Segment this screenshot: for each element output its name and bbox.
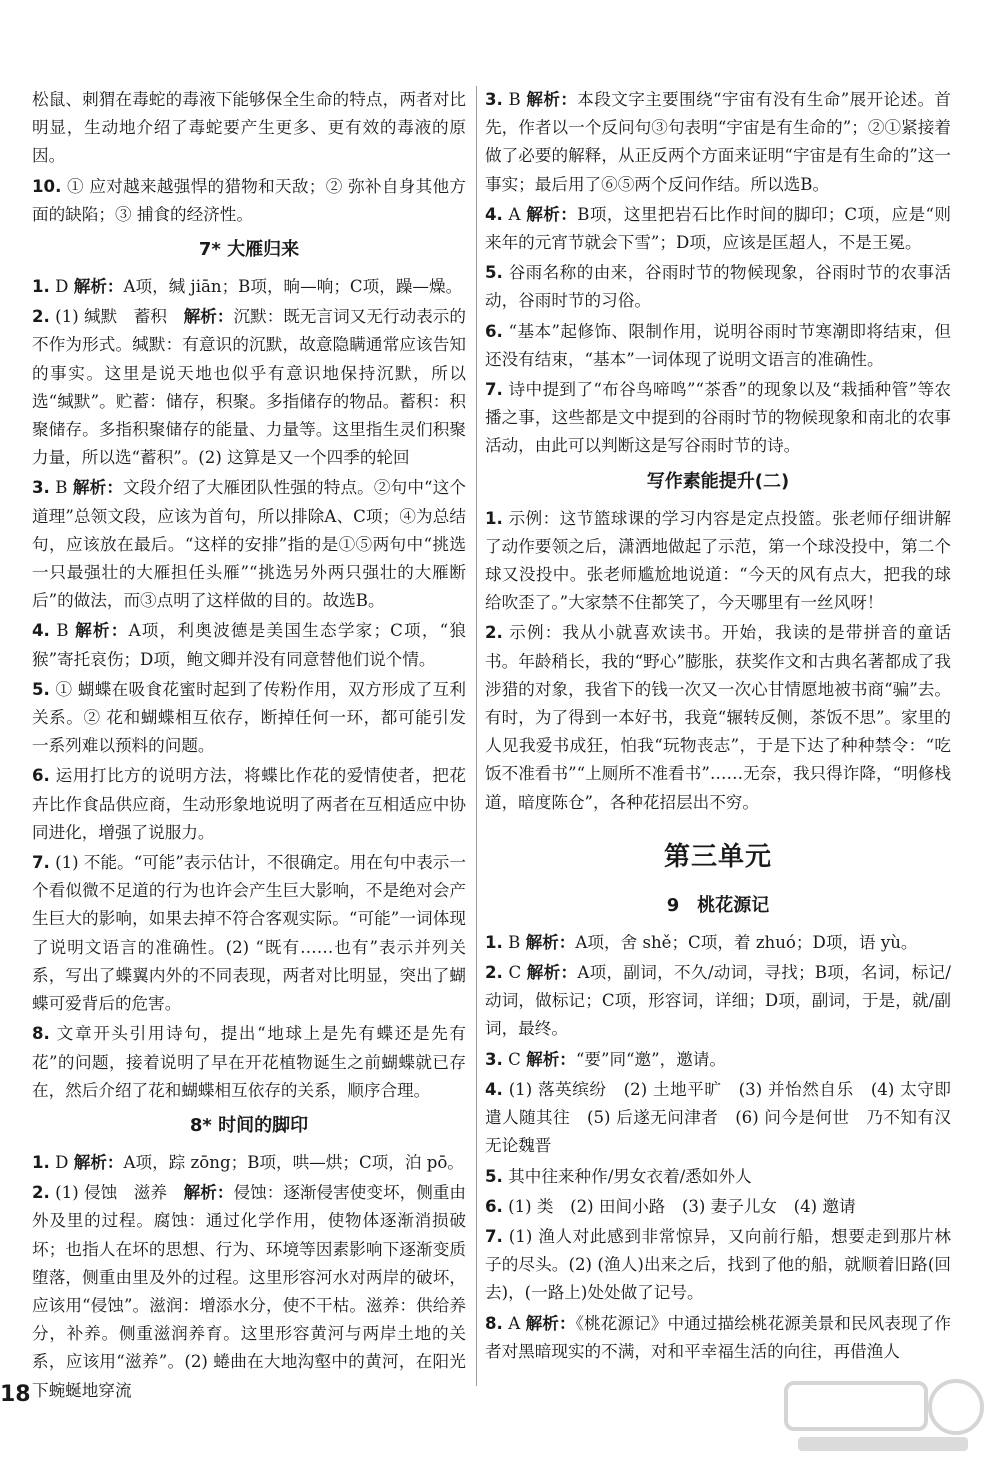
page-number: 18 <box>0 1382 31 1407</box>
answer-paragraph <box>485 201 951 257</box>
question-number: 2. <box>485 963 503 983</box>
answer-text: 文章开头引用诗句，提出“地球上是先有蝶还是先有花”的问题，接着说明了早在开花植物诞生之前蝴蝶就已存在，然后介绍了花和蝴蝶相互依存的关系，顺序合理。 <box>32 1024 467 1100</box>
watermark-url-bar <box>798 1437 968 1451</box>
answer-paragraph <box>485 1223 951 1308</box>
answer-text: ① 应对越来越强悍的猎物和天敌；② 弥补自身其他方面的缺陷；③ 捕食的经济性。 <box>32 176 466 224</box>
question-number: 7. <box>32 853 50 873</box>
analysis-label: 解析： <box>75 621 129 641</box>
watermark-logo <box>778 1373 988 1459</box>
answer-text: 本段文字主要围绕“宇宙有没有生命”展开论述。首先，作者以一个反问句③句表明“宇宙是有生命的”；②①紧接着做了必要的解释，从正反两个方面来证明“宇宙是有生命的”这一事实；最后用了⑥⑤两个反问作结。所以选B。 <box>485 90 952 194</box>
question-number: 5. <box>485 1166 503 1186</box>
section-heading: 9 桃花源记 <box>666 894 770 916</box>
answer-choice: D <box>55 1152 74 1172</box>
answer-paragraph <box>32 1179 466 1405</box>
analysis-label: 解析： <box>526 204 578 224</box>
answer-text: ① 蝴蝶在吸食花蜜时起到了传粉作用，双方形成了互利关系。② 花和蝴蝶相互依存，断掉任何一环，都可能引发一系列难以预料的问题。 <box>32 679 466 756</box>
answer-text: (1) 渔人对此感到非常惊异，又向前行船，想要走到那片林子的尽头。(2) (渔人)出来之后，找到了他的船，就顺着旧路(回去)，(一路上)处处做了记号。 <box>485 1226 952 1303</box>
question-number: 8. <box>485 1313 503 1333</box>
answer-text: A项，缄 jiān；B项，晌—响；C项，躁—燥。 <box>123 277 463 297</box>
answer-paragraph <box>32 1020 466 1105</box>
answer-paragraph <box>485 318 951 374</box>
question-number: 3. <box>485 90 503 109</box>
answer-paragraph <box>485 86 951 199</box>
answer-text: (1) 不能。“可能”表示估计，不很确定。用在句中表示一个看似微不足道的行为也许会产生巨大影响，不是绝对会产生巨大的影响，如果去掉不符合客观实际。“可能”一词体现了说明文语言的准确性。(2) “既有……也有”表示并列关系，写出了蝶翼内外的不同表现，两者对比明显，突出了蝴蝶可爱背后的危害。 <box>32 853 466 1014</box>
answer-paragraph <box>32 273 466 301</box>
analysis-label: 解析： <box>525 932 576 952</box>
question-number: 7. <box>485 1226 503 1246</box>
section-heading: 8* 时间的脚印 <box>189 1114 309 1136</box>
answer-choice: B <box>508 90 527 109</box>
answer-paragraph <box>485 929 951 957</box>
answer-paragraph <box>32 849 466 1018</box>
section-heading: 写作素能提升(二) <box>646 470 790 492</box>
analysis-label: 解析： <box>183 307 234 327</box>
answer-paragraph <box>32 1149 466 1177</box>
column-divider <box>476 86 477 1386</box>
answer-choice: B <box>55 478 73 498</box>
answer-text: B项，这里把岩石比作时间的脚印；C项，应是“则来年的元宵节就会下雪”；D项，应该是匡超人，不是王冕。 <box>485 204 951 253</box>
question-number: 6. <box>485 1196 503 1216</box>
answer-paragraph <box>485 1193 951 1221</box>
answer-text: A项，利奥波德是美国生态学家；C项，“狼猴”寄托哀伤；D项，鲍文卿并没有同意替他们说个情。 <box>32 621 466 669</box>
question-number: 3. <box>32 478 50 498</box>
answer-text: A项，副词，不久/动词，寻找；B项，名词，标记/动词，做标记；C项，形容词，详细；D项，副词，于是，就/副词，最终。 <box>485 963 951 1039</box>
answer-text: 诗中提到了“布谷鸟啼鸣”“茶香”的现象以及“栽插种管”等农播之事，这些都是文中提到的谷雨时节的物候现象和南北的农事活动，由此可以判断这是写谷雨时节的诗。 <box>485 380 951 456</box>
answer-choice: D <box>55 277 74 297</box>
answer-text: 示例：我从小就喜欢读书。开始，我读的是带拼音的童话书。年龄稍长，我的“野心”膨胀，获奖作文和古典名著都成了我涉猎的对象，我省下的钱一次又一次心甘情愿地被书商“骗”去。有时，为了得到一本好书，我竟“辗转反侧，茶饭不思”。家里的人见我爱书成狂，怕我“玩物丧志”，于是下达了种种禁令：“吃饭不准看书”“上厕所不准看书”……无奈，我只得诈降，“明修栈道，暗度陈仓”，各种花招层出不穷。 <box>485 623 952 812</box>
analysis-label: 解析： <box>183 1183 234 1203</box>
question-number: 2. <box>32 307 50 327</box>
question-number: 1. <box>32 1152 50 1172</box>
unit-heading: 第三单元 <box>663 841 772 872</box>
answer-choice: (1) 缄默 蓄积 <box>55 307 184 327</box>
answer-text: A项，舍 shě；C项，着 zhuó；D项，语 yù。 <box>575 932 918 952</box>
answer-paragraph <box>485 1163 951 1191</box>
question-number: 7. <box>485 380 503 400</box>
analysis-label: 解析： <box>526 963 578 983</box>
answer-text: 《桃花源记》中通过描绘桃花源美景和民风表现了作者对黑暗现实的不满，对和平幸福生活的向往，再借渔人 <box>485 1313 952 1361</box>
answer-text: A项，踪 zōng；B项，哄—烘；C项，泊 pō。 <box>123 1152 464 1172</box>
question-number: 6. <box>32 766 50 786</box>
answer-choice: A <box>508 204 527 224</box>
answer-paragraph <box>32 762 466 847</box>
answer-choice: (1) 侵蚀 滋养 <box>55 1183 184 1203</box>
left-column <box>32 86 466 1407</box>
analysis-label: 解析： <box>73 277 124 297</box>
answer-paragraph <box>485 1310 951 1366</box>
question-number: 6. <box>485 321 503 341</box>
answer-paragraph <box>32 617 466 673</box>
answer-text: “基本”起修饰、限制作用，说明谷雨时节寒潮即将结束，但还没有结束，“基本”一词体现了说明文语言的准确性。 <box>485 321 951 369</box>
question-number: 4. <box>32 621 50 641</box>
answer-text: 松鼠、刺猬在毒蛇的毒液下能够保全生命的特点，两者对比明显，生动地介绍了毒蛇要产生更多、更有效的毒液的原因。 <box>32 90 466 166</box>
question-number: 4. <box>485 1079 503 1099</box>
analysis-label: 解析： <box>72 478 124 498</box>
watermark-box-icon <box>786 1383 926 1429</box>
answer-paragraph <box>485 1076 968 1161</box>
section-heading: 7* 大雁归来 <box>198 239 300 261</box>
question-number: 10. <box>32 176 62 196</box>
watermark-circle-icon <box>930 1381 982 1433</box>
answer-text: 示例：这节篮球课的学习内容是定点投篮。张老师仔细讲解了动作要领之后，潇洒地做起了示范，第一个球没投中，第二个球又没投中。张老师尴尬地说道：“今天的风有点大，把我的球给吹歪了。”大家禁不住都笑了，今天哪里有一丝风呀！ <box>485 508 951 613</box>
answer-text: 其中往来种作/男女衣着/悉如外人 <box>508 1166 752 1186</box>
answer-choice: C <box>508 963 527 983</box>
right-column <box>485 86 968 1368</box>
analysis-label: 解析： <box>526 90 578 109</box>
answer-paragraph <box>485 376 951 461</box>
answer-paragraph <box>32 474 466 615</box>
answer-paragraph <box>32 303 466 472</box>
answer-choice: C <box>508 1049 527 1069</box>
question-number: 1. <box>32 277 50 297</box>
question-number: 3. <box>485 1049 503 1069</box>
answer-paragraph <box>32 173 466 229</box>
answer-text: 侵蚀：逐渐侵害使变坏，侧重由外及里的过程。腐蚀：通过化学作用，使物体逐渐消损破坏；也指人在坏的思想、行为、环境等因素影响下逐渐变质堕落，侧重由里及外的过程。这里形容河水对两岸的破坏，应该用“侵蚀”。滋润：增添水分，使不干枯。滋养：供给养分，补养。侧重滋润养育。这里形容黄河与两岸土地的关系，应该用“滋养”。(2) 蜷曲在大地沟壑中的黄河，在阳光下蜿蜒地穿流 <box>32 1183 467 1400</box>
question-number: 4. <box>485 204 503 224</box>
analysis-label: 解析： <box>73 1152 124 1172</box>
answer-text: (1) 落英缤纷 (2) 土地平旷 (3) 并怡然自乐 (4) 太守即遣人随其往 (5) 后遂无问津者 (6) 问今是何世 乃不知有汉 无论魏晋 <box>485 1079 968 1156</box>
answer-text: “要”同“邀”，邀请。 <box>575 1049 726 1069</box>
answer-paragraph <box>32 86 466 171</box>
answer-choice: B <box>508 932 526 952</box>
analysis-label: 解析： <box>525 1313 576 1333</box>
answer-paragraph <box>485 619 951 816</box>
analysis-label: 解析： <box>526 1049 576 1069</box>
answer-text: (1) 类 (2) 田间小路 (3) 妻子儿女 (4) 邀请 <box>508 1196 856 1216</box>
answer-text: 谷雨名称的由来，谷雨时节的物候现象，谷雨时节的农事活动，谷雨时节的习俗。 <box>485 263 951 311</box>
answer-paragraph <box>485 259 951 315</box>
answer-paragraph <box>485 959 951 1044</box>
answer-choice: B <box>56 621 76 641</box>
answer-text: 沉默：既无言词又无行动表示的不作为形式。缄默：有意识的沉默，故意隐瞒通常应该告知的事实。这里是说天地也似乎有意识地保持沉默，所以选“缄默”。贮蓄：储存，积聚。多指储存的物品。蓄积：积聚储存。多指积聚储存的能量、力量等。这里指生灵们积聚力量，所以选“蓄积”。(2) 这算是又一个四季的轮回 <box>32 307 467 468</box>
question-number: 1. <box>485 932 503 952</box>
answer-choice: A <box>508 1313 526 1333</box>
answer-paragraph <box>485 1046 951 1074</box>
question-number: 2. <box>32 1183 50 1203</box>
question-number: 1. <box>485 508 503 528</box>
question-number: 5. <box>485 263 503 283</box>
answer-paragraph <box>32 676 466 761</box>
question-number: 2. <box>485 623 503 643</box>
answer-paragraph <box>485 505 951 618</box>
answer-text: 文段介绍了大雁团队性强的特点。②句中“这个道理”总领文段，应该为首句，所以排除A、C项；④为总结句，应该放在最后。“这样的安排”指的是①⑤两句中“挑选一只最强壮的大雁担任头雁”“挑选另外两只强壮的大雁断后”的做法，而③点明了这样做的目的。故选B。 <box>32 478 466 611</box>
question-number: 8. <box>32 1024 50 1044</box>
question-number: 5. <box>32 679 50 699</box>
answer-text: 运用打比方的说明方法，将蝶比作花的爱情使者，把花卉比作食品供应商，生动形象地说明了两者在互相适应中协同进化，增强了说服力。 <box>32 766 467 842</box>
